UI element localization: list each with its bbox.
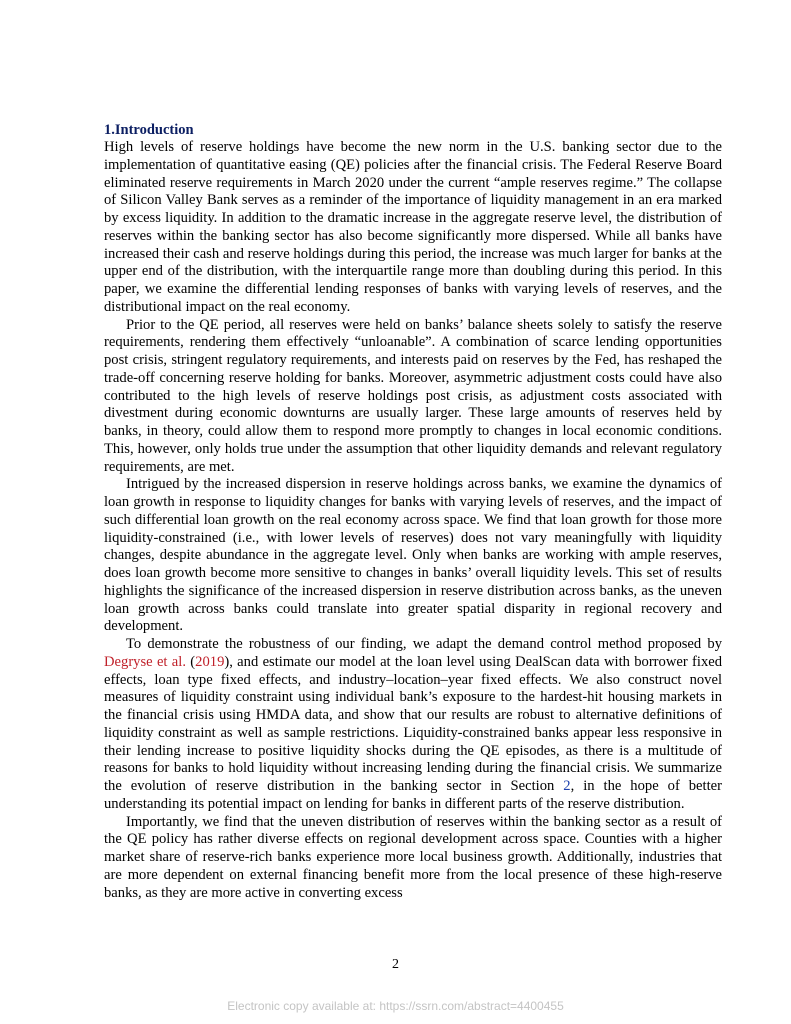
citation-year-link[interactable]: 2019 — [195, 653, 225, 670]
main-content — [104, 122, 722, 902]
paragraph-4 — [104, 636, 722, 814]
citation-author-link[interactable]: Degryse et al. — [104, 653, 186, 670]
paragraph-4-tail: , in the hope of better understanding its potential impact on lending for banks in different parts of the reserve distribution. — [104, 778, 722, 812]
section-heading: 1.Introduction — [104, 122, 194, 138]
paragraph-1: High levels of reserve holdings have become the new norm in the U.S. banking sector due to the implementation of quantitative easing (QE) policies after the financial crisis. The Federal Reserve Board eliminated reserve requirements in March 2020 under the current “ample reserves regime.” The collapse of Silicon Valley Bank serves as a reminder of the importance of liquidity management in an era marked by excess liquidity. In addition to the dramatic increase in the aggregate reserve level, the distribution of reserves within the banking sector has also become significantly more dispersed. While all banks have increased their cash and reserve holdings during this period, the increase was much larger for banks at the upper end of the distribution, with the interquartile range more than doubling during this period. In this paper, we examine the differential lending responses of banks with varying levels of reserves, and the distributional impact on the real economy. — [104, 139, 722, 315]
paragraph-4-middle: ), and estimate our model at the loan level using DealScan data with borrower fixed effects, loan type fixed effects, and industry–location–year fixed effects. We also construct novel measures of liquidity constraint using individual bank’s exposure to the hardest-hit housing markets in the financial crisis using HMDA data, and show that our results are robust to alternative definitions of liquidity constraint as well as sample restrictions. Liquidity-constrained banks appear less responsive in their lending increase to positive liquidity shocks during the QE episodes, as there is a multitude of reasons for banks to hold liquidity without increasing lending during the financial crisis. We summarize the evolution of reserve distribution in the banking sector in Section — [104, 653, 723, 794]
paragraph-3: Intrigued by the increased dispersion in reserve holdings across banks, we examine the dynamics of loan growth in response to liquidity changes for banks with varying levels of reserves, and the impact of such differential loan growth on the real economy across space. We find that loan growth for those more liquidity-constrained (i.e., with lower levels of reserves) does not vary meaningfully with liquidity changes, despite abundance in the aggregate level. Only when banks are working with ample reserves, does loan growth become more sensitive to changes in banks’ overall liquidity levels. This set of results highlights the significance of the increased dispersion in reserve distribution across banks, as the uneven loan growth across banks could translate into greater spatial disparity in regional recovery and development. — [104, 476, 722, 635]
paragraph-4-lead: To demonstrate the robustness of our finding, we adapt the demand control method proposed by — [126, 636, 722, 652]
section-reference-link[interactable]: 2 — [563, 778, 571, 794]
footer-watermark: Electronic copy available at: https://ssrn.com/abstract=4400455 — [227, 999, 564, 1013]
citation-paren-open: ( — [185, 653, 196, 670]
page-number: 2 — [392, 957, 399, 972]
paragraph-2: Prior to the QE period, all reserves were held on banks’ balance sheets solely to satisfy the reserve requirements, rendering them effectively “unloanable”. A combination of scarce lending opportunities post crisis, stringent regulatory requirements, and interests paid on reserves by the Fed, has reshaped the trade-off concerning reserve holding for banks. Moreover, asymmetric adjustment costs could have also contributed to the high levels of reserve holdings post crisis, as adjustment costs associated with divestment during economic downturns are usually larger. These large amounts of reserves held by banks, in theory, could allow them to respond more promptly to changes in local economic conditions. This, however, only holds true under the assumption that other liquidity demands and relevant regulatory requirements, are met. — [104, 316, 722, 475]
paragraph-5: Importantly, we find that the uneven distribution of reserves within the banking sector as a result of the QE policy has rather diverse effects on regional development across space. Counties with a higher market share of reserve-rich banks experience more local business growth. Additionally, industries that are more dependent on external financing benefit more from the local presence of these high-reserve banks, as they are more active in converting excess — [104, 813, 722, 901]
